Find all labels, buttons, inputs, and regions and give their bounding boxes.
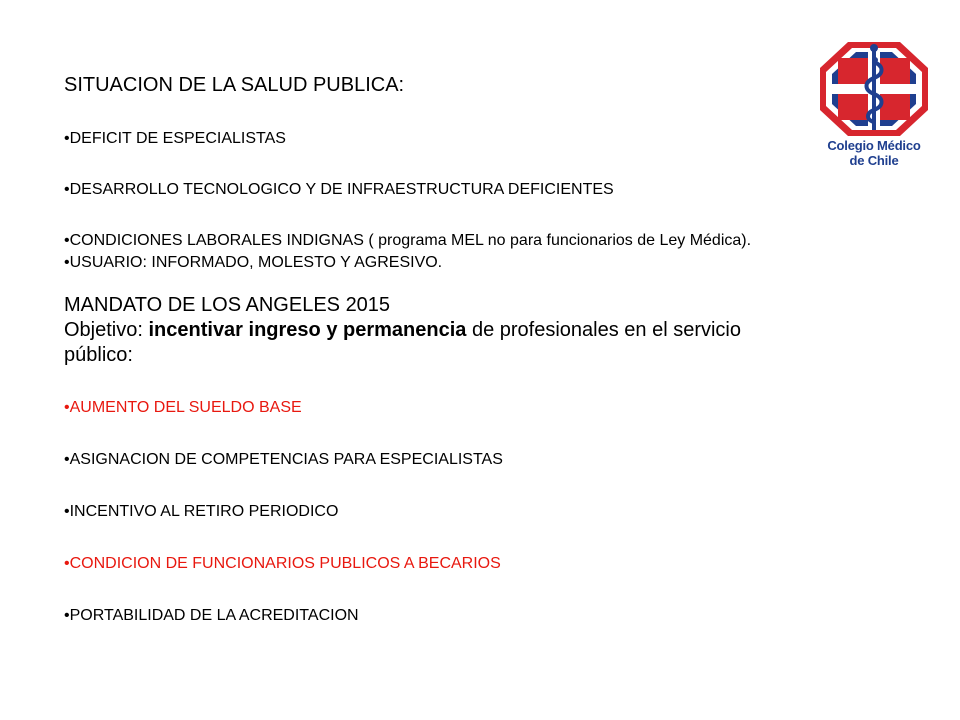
logo-snake-head bbox=[872, 57, 878, 63]
logo-line-1: Colegio Médico bbox=[827, 138, 921, 153]
bullet-condicion-funcionarios: •CONDICION DE FUNCIONARIOS PUBLICOS A BECARIOS bbox=[64, 555, 501, 572]
mandate-objective bbox=[64, 318, 804, 368]
mandate-title: MANDATO DE LOS ANGELES 2015 bbox=[64, 294, 391, 316]
bullet-deficit-especialistas: •DEFICIT DE ESPECIALISTAS bbox=[64, 130, 286, 147]
logo-quarter-tl bbox=[838, 58, 868, 84]
bullet-usuario: •USUARIO: INFORMADO, MOLESTO Y AGRESIVO. bbox=[64, 254, 443, 271]
colegio-medico-logo bbox=[818, 40, 930, 190]
objective-suffix: de profesionales en el servicio público: bbox=[64, 319, 741, 366]
logo-quarter-br bbox=[880, 94, 910, 120]
slide-content bbox=[64, 72, 804, 626]
bullet-portabilidad: •PORTABILIDAD DE LA ACREDITACION bbox=[64, 607, 359, 624]
logo-line-2: de Chile bbox=[849, 153, 899, 168]
logo-staff-top bbox=[870, 44, 878, 52]
objective-prefix: Objetivo: bbox=[64, 319, 149, 341]
bullet-asignacion-competencias: •ASIGNACION DE COMPETENCIAS PARA ESPECIALISTAS bbox=[64, 451, 503, 468]
objective-bold: incentivar ingreso y permanencia bbox=[148, 319, 467, 341]
bullet-aumento-sueldo: •AUMENTO DEL SUELDO BASE bbox=[64, 399, 302, 416]
caduceus-cross-icon bbox=[818, 40, 930, 136]
bullet-incentivo-retiro: •INCENTIVO AL RETIRO PERIODICO bbox=[64, 503, 339, 520]
logo-caption bbox=[818, 138, 930, 168]
bullet-condiciones-laborales: •CONDICIONES LABORALES INDIGNAS ( programa MEL no para funcionarios de Ley Médica). bbox=[64, 232, 752, 249]
logo-quarter-bl bbox=[838, 94, 868, 120]
logo-quarter-tr bbox=[880, 58, 910, 84]
situation-heading: SITUACION DE LA SALUD PUBLICA: bbox=[64, 74, 405, 96]
bullet-desarrollo-tecnologico: •DESARROLLO TECNOLOGICO Y DE INFRAESTRUCTURA DEFICIENTES bbox=[64, 181, 614, 198]
